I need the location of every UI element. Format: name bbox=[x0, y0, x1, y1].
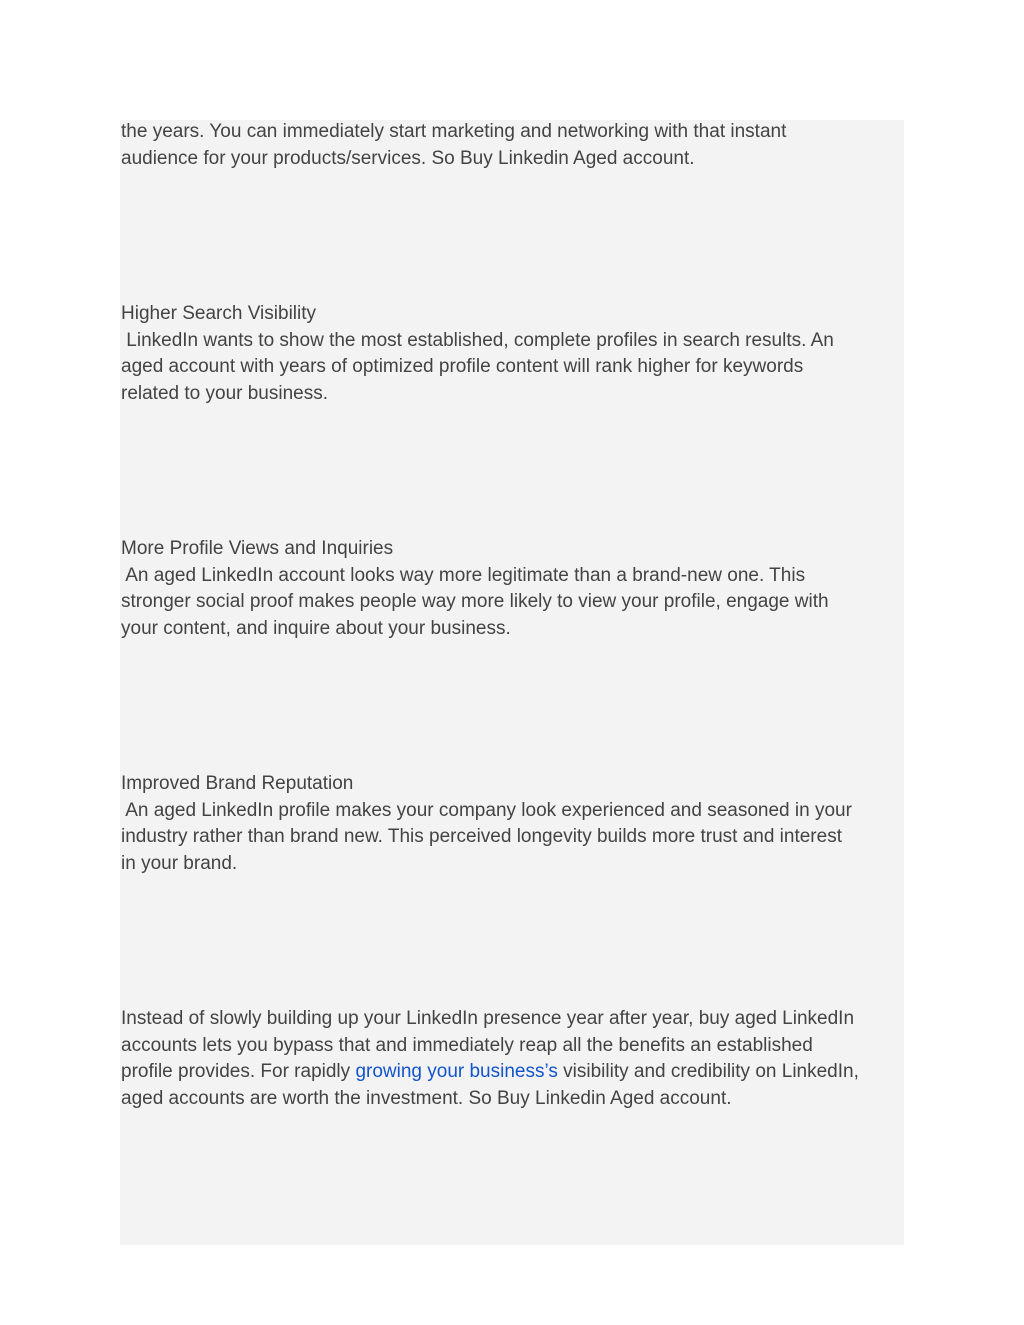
section-higher-search-visibility bbox=[121, 301, 903, 407]
section-body-line: stronger social proof makes people way more likely to view your profile, engage with bbox=[121, 591, 829, 613]
section-body-line: LinkedIn wants to show the most established, complete profiles in search results. An bbox=[121, 329, 834, 351]
intro-paragraph bbox=[121, 119, 903, 172]
section-body-line: An aged LinkedIn profile makes your company look experienced and seasoned in your bbox=[121, 799, 852, 821]
conclusion-line-3-after: visibility and credibility on LinkedIn, bbox=[557, 1061, 859, 1083]
growing-business-link[interactable]: growing your business’s bbox=[355, 1061, 558, 1083]
section-body-line: your content, and inquire about your business. bbox=[121, 617, 511, 639]
conclusion-line-2: accounts lets you bypass that and immediately reap all the benefits an established bbox=[121, 1034, 813, 1056]
section-more-profile-views bbox=[121, 536, 903, 642]
section-heading: Higher Search Visibility bbox=[121, 303, 317, 324]
section-body-line: industry rather than brand new. This perceived longevity builds more trust and interest bbox=[121, 826, 842, 848]
section-body-line: aged account with years of optimized profile content will rank higher for keywords bbox=[121, 356, 804, 378]
section-heading: More Profile Views and Inquiries bbox=[121, 538, 394, 559]
section-body-line: An aged LinkedIn account looks way more legitimate than a brand-new one. This bbox=[121, 564, 806, 586]
conclusion-line-3-before: profile provides. For rapidly bbox=[121, 1061, 356, 1083]
intro-line-1: the years. You can immediately start marketing and networking with that instant bbox=[121, 121, 787, 142]
conclusion-paragraph bbox=[121, 1006, 903, 1112]
section-body-line: in your brand. bbox=[121, 852, 238, 874]
section-improved-brand-reputation bbox=[121, 771, 903, 877]
conclusion-line-1: Instead of slowly building up your LinkedIn presence year after year, buy aged LinkedIn bbox=[121, 1008, 855, 1029]
section-body-line: related to your business. bbox=[121, 382, 329, 404]
conclusion-line-3 bbox=[121, 1059, 903, 1086]
section-heading: Improved Brand Reputation bbox=[121, 773, 354, 794]
intro-line-2: audience for your products/services. So Buy Linkedin Aged account. bbox=[121, 147, 695, 169]
conclusion-line-4: aged accounts are worth the investment. So Buy Linkedin Aged account. bbox=[121, 1087, 732, 1109]
